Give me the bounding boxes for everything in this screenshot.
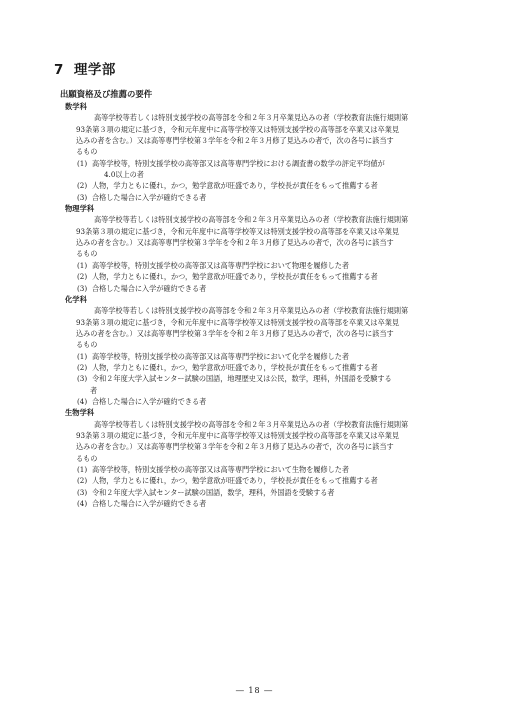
eligibility-text-line: 高等学校等若しくは特別支援学校の高等部を令和２年３月卒業見込みの者（学校教育法施行規則第 bbox=[94, 113, 409, 123]
page-number: ― 18 ― bbox=[235, 686, 274, 695]
eligibility-text-line: 93条第３項の規定に基づき，令和元年度中に高等学校等又は特別支援学校の高等部を卒業又は卒業見 bbox=[76, 226, 399, 236]
department-name: 数学科 bbox=[65, 102, 87, 111]
requirement-text-continuation: 者 bbox=[90, 385, 98, 395]
eligibility-text-line: 込みの者を含む。）又は高等専門学校第３学年を令和２年３月修了見込みの者で，次の各号に該当す bbox=[76, 328, 394, 338]
requirement-item bbox=[60, 498, 460, 509]
requirement-item bbox=[60, 487, 460, 498]
department-name: 化学科 bbox=[65, 294, 87, 304]
requirement-number: (4) bbox=[77, 396, 88, 406]
eligibility-text-line: 高等学校等若しくは特別支援学校の高等部を令和２年３月卒業見込みの者（学校教育法施行規則第 bbox=[94, 419, 409, 429]
requirement-item bbox=[60, 464, 460, 475]
eligibility-text-line: 93条第３項の規定に基づき，令和元年度中に高等学校等又は特別支援学校の高等部を卒業又は卒業見 bbox=[76, 124, 399, 134]
requirement-item bbox=[60, 158, 460, 169]
requirement-number: (2) bbox=[77, 272, 88, 282]
requirement-item bbox=[60, 475, 460, 486]
eligibility-text-line: 93条第３項の規定に基づき，令和元年度中に高等学校等又は特別支援学校の高等部を卒業又は卒業見 bbox=[76, 430, 399, 440]
requirement-number: (2) bbox=[77, 476, 88, 486]
requirement-item bbox=[60, 271, 460, 282]
eligibility-text-line: 93条第３項の規定に基づき，令和元年度中に高等学校等又は特別支援学校の高等部を卒業又は卒業見 bbox=[76, 317, 399, 327]
requirement-number: (2) bbox=[77, 181, 88, 191]
requirement-number: (3) bbox=[77, 374, 88, 384]
requirement-text: 人物，学力ともに優れ，かつ，勉学意欲が旺盛であり，学校長が責任をもって推薦する者 bbox=[92, 362, 378, 372]
requirement-text: 合格した場合に入学が確約できる者 bbox=[92, 396, 207, 406]
eligibility-text-line: るもの bbox=[76, 453, 98, 463]
requirement-number: (1) bbox=[77, 351, 88, 361]
requirement-text: 合格した場合に入学が確約できる者 bbox=[92, 499, 207, 509]
requirement-number: (1) bbox=[77, 260, 88, 270]
requirement-number: (3) bbox=[77, 487, 88, 497]
requirement-item bbox=[60, 396, 460, 407]
requirement-text: 合格した場合に入学が確約できる者 bbox=[92, 283, 207, 293]
department-name: 生物学科 bbox=[65, 408, 95, 418]
requirement-text: 人物，学力ともに優れ，かつ，勉学意欲が旺盛であり，学校長が責任をもって推薦する者 bbox=[92, 181, 378, 191]
requirement-text: 高等学校等，特別支援学校の高等部又は高等専門学校における調査書の数学の評定平均値が bbox=[92, 158, 385, 168]
requirements-heading: 出願資格及び推薦の要件 bbox=[60, 89, 153, 99]
requirement-item bbox=[60, 351, 460, 362]
requirement-text: 令和２年度大学入試センター試験の国語，数学，理科，外国語を受験する者 bbox=[92, 487, 335, 497]
requirement-text: 令和２年度大学入試センター試験の国語，地理歴史又は公民，数学，理科，外国語を受験する bbox=[92, 374, 392, 384]
section-number: 7 bbox=[54, 62, 64, 78]
eligibility-text-line: 込みの者を含む。）又は高等専門学校第３学年を令和２年３月修了見込みの者で，次の各号に該当す bbox=[76, 136, 394, 146]
section-title bbox=[54, 58, 116, 78]
requirement-number: (1) bbox=[77, 465, 88, 474]
requirement-text: 人物，学力ともに優れ，かつ，勉学意欲が旺盛であり，学校長が責任をもって推薦する者 bbox=[92, 476, 378, 486]
section-title-text: 理学部 bbox=[73, 62, 116, 78]
requirement-text: 高等学校等，特別支援学校の高等部又は高等専門学校において物理を履修した者 bbox=[92, 260, 350, 270]
requirements-body bbox=[60, 101, 460, 509]
requirement-item bbox=[60, 373, 460, 384]
requirement-text: 高等学校等，特別支援学校の高等部又は高等専門学校において化学を履修した者 bbox=[92, 351, 350, 361]
requirement-item bbox=[60, 192, 460, 203]
requirement-number: (3) bbox=[77, 192, 88, 202]
department-name: 物理学科 bbox=[65, 204, 95, 214]
requirement-number: (1) bbox=[77, 158, 88, 168]
eligibility-text-line: るもの bbox=[76, 249, 98, 259]
eligibility-text-line: るもの bbox=[76, 340, 98, 350]
requirement-number: (2) bbox=[77, 362, 88, 372]
requirement-text: 人物，学力ともに優れ，かつ，勉学意欲が旺盛であり，学校長が責任をもって推薦する者 bbox=[92, 272, 378, 282]
requirement-item bbox=[60, 260, 460, 271]
requirement-text: 合格した場合に入学が確約できる者 bbox=[92, 192, 207, 202]
requirement-number: (4) bbox=[77, 499, 88, 509]
requirement-text: 高等学校等，特別支援学校の高等部又は高等専門学校において生物を履修した者 bbox=[92, 465, 350, 474]
eligibility-text-line: るもの bbox=[76, 147, 98, 157]
requirement-text-continuation: 4.0以上の者 bbox=[104, 170, 144, 180]
requirement-item bbox=[60, 283, 460, 294]
requirement-item bbox=[60, 362, 460, 373]
requirement-item bbox=[60, 180, 460, 191]
eligibility-text-line: 込みの者を含む。）又は高等専門学校第３学年を令和２年３月修了見込みの者で，次の各号に該当す bbox=[76, 238, 394, 248]
requirement-number: (3) bbox=[77, 283, 88, 293]
eligibility-text-line: 高等学校等若しくは特別支援学校の高等部を令和２年３月卒業見込みの者（学校教育法施行規則第 bbox=[94, 215, 409, 225]
eligibility-text-line: 高等学校等若しくは特別支援学校の高等部を令和２年３月卒業見込みの者（学校教育法施行規則第 bbox=[94, 306, 409, 316]
eligibility-text-line: 込みの者を含む。）又は高等専門学校第３学年を令和２年３月修了見込みの者で，次の各号に該当す bbox=[76, 442, 394, 452]
